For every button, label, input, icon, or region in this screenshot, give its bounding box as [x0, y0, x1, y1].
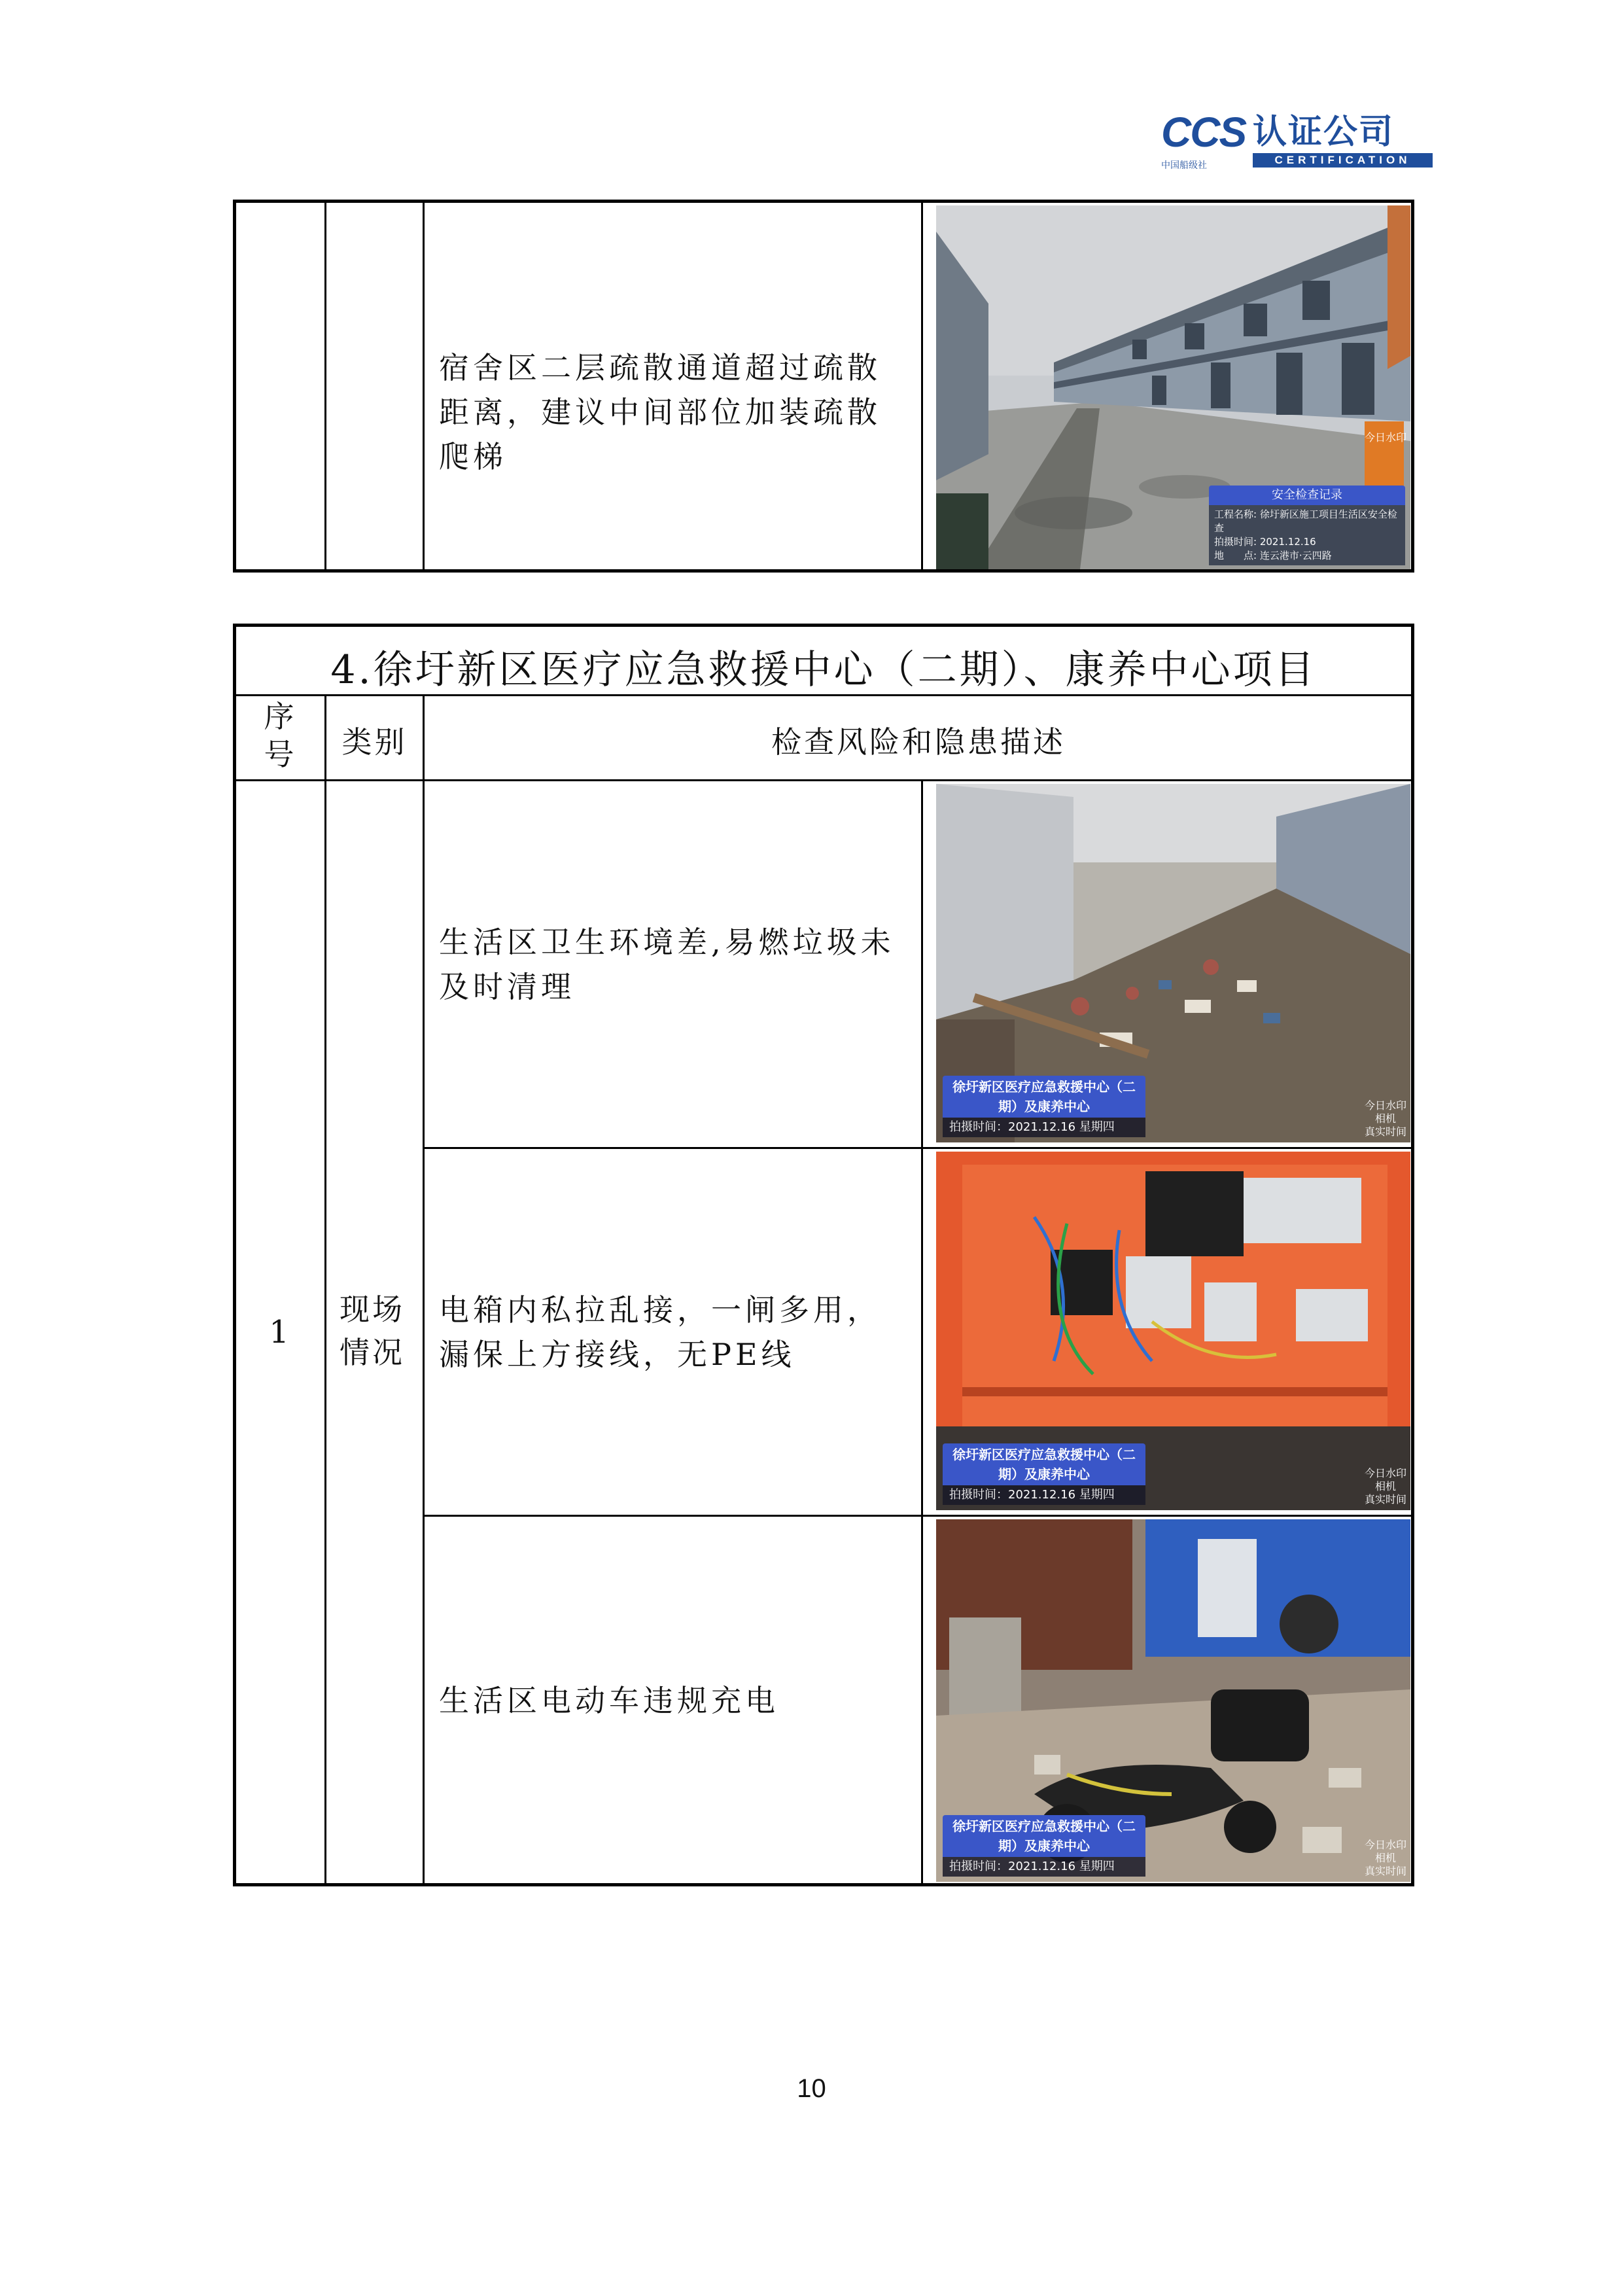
- row-category: 现场情况: [340, 1292, 405, 1370]
- watermark-time-2: 拍摄时间：2021.12.16 星期四: [943, 1485, 1145, 1505]
- watermark-time-label: 拍摄时间:: [1214, 536, 1257, 548]
- watermark-time-3: 拍摄时间：2021.12.16 星期四: [943, 1857, 1145, 1877]
- logo-small-text: 中国船级社: [1161, 160, 1207, 171]
- photo-watermark-1: [943, 1076, 1145, 1137]
- watermark-place-label: 地 点:: [1214, 550, 1257, 561]
- garbage-photo: [936, 784, 1410, 1142]
- page-number: 10: [797, 2074, 826, 2103]
- issue-description-1: 生活区卫生环境差,易燃垃圾未及时清理: [439, 925, 895, 1004]
- watermark-project-2: 徐圩新区医疗应急救援中心（二期）及康养中心: [943, 1443, 1145, 1485]
- header-category: 类别: [341, 724, 408, 760]
- watermark-brand-3: 今日水印 相机 真实时间: [1364, 1839, 1406, 1877]
- watermark-project-3: 徐圩新区医疗应急救援中心（二期）及康养中心: [943, 1815, 1145, 1857]
- issue-description-3: 生活区电动车违规充电: [439, 1683, 779, 1718]
- watermark-project-label: 工程名称:: [1214, 508, 1257, 520]
- logo-ccs-text: CCS: [1161, 109, 1246, 156]
- electrical-box-photo: [936, 1152, 1410, 1510]
- dormitory-photo: [936, 205, 1410, 569]
- inspection-record-watermark: [1209, 486, 1405, 565]
- header-seq-no: 序号: [264, 699, 297, 772]
- ebike-charging-photo: [936, 1519, 1410, 1882]
- watermark-project-1: 徐圩新区医疗应急救援中心（二期）及康养中心: [943, 1076, 1145, 1118]
- row-number: 1: [269, 1314, 292, 1351]
- continuation-table: [233, 200, 1414, 573]
- ccs-certification-logo: [1161, 111, 1436, 170]
- section4-table: [233, 624, 1414, 1886]
- watermark-place-value: 连云港市·云四路: [1259, 550, 1332, 561]
- watermark-brand-2: 今日水印 相机 真实时间: [1364, 1467, 1406, 1506]
- watermark-time-value: 2021.12.16: [1259, 536, 1316, 548]
- logo-cn-text: 认证公司: [1253, 113, 1395, 152]
- section-title: 4.徐圩新区医疗应急救援中心（二期）、康养中心项目: [330, 647, 1317, 693]
- watermark-project-value: 徐圩新区施工项目生活区安全检查: [1214, 508, 1397, 534]
- issue-description-2: 电箱内私拉乱接，一闸多用，漏保上方接线，无PE线: [439, 1292, 881, 1372]
- issue-description: 宿舍区二层疏散通道超过疏散距离，建议中间部位加装疏散爬梯: [439, 350, 881, 474]
- photo-watermark-2: [943, 1443, 1145, 1505]
- watermark-brand: 今日水印: [1364, 431, 1406, 444]
- photo-watermark-3: [943, 1815, 1145, 1877]
- watermark-title: 安全检查记录: [1209, 486, 1405, 505]
- watermark-brand-1: 今日水印 相机 真实时间: [1364, 1099, 1406, 1138]
- watermark-time-1: 拍摄时间：2021.12.16 星期四: [943, 1118, 1145, 1137]
- header-description: 检查风险和隐患描述: [771, 724, 1066, 760]
- logo-certification-bar: CERTIFICATION: [1253, 153, 1433, 168]
